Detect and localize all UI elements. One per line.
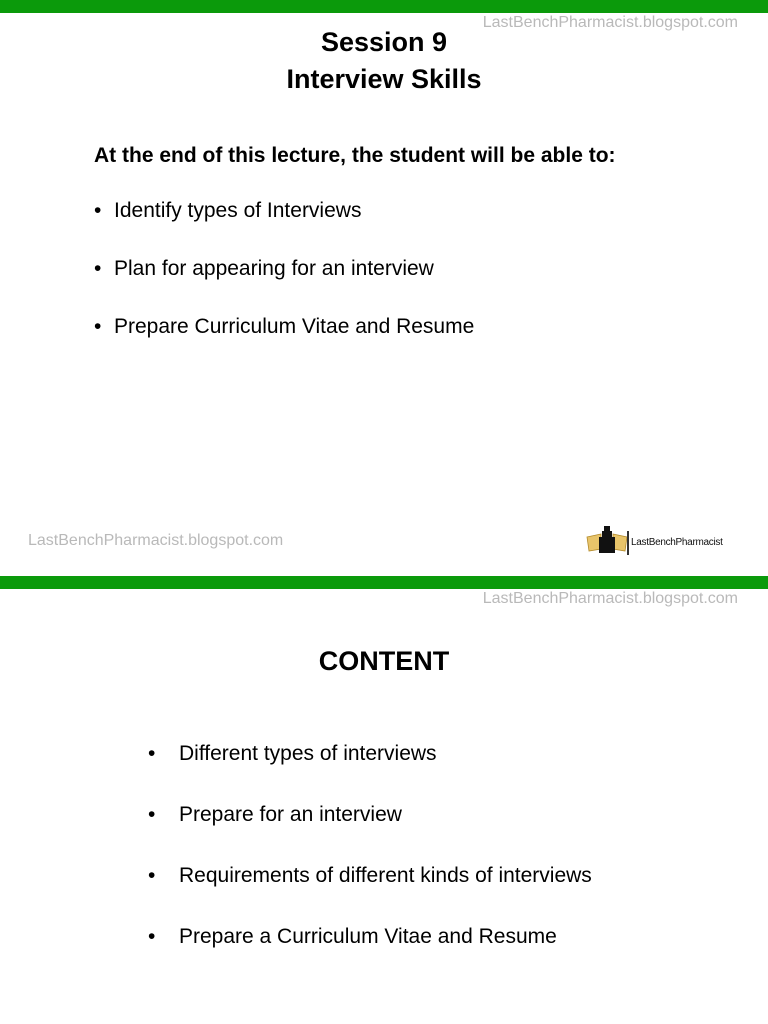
slide-title — [0, 24, 768, 98]
list-item — [148, 861, 592, 922]
list-item-text: Prepare for an interview — [179, 803, 402, 826]
graduation-cap-icon — [586, 525, 628, 559]
footer-url: LastBenchPharmacist.blogspot.com — [28, 532, 284, 549]
slide-title: CONTENT — [318, 646, 450, 676]
list-item-text: Plan for appearing for an interview — [114, 257, 434, 280]
header-bar — [0, 0, 768, 13]
list-item — [148, 922, 592, 983]
bullet-icon: • — [94, 315, 102, 338]
bullet-icon: • — [148, 864, 156, 887]
logo — [586, 525, 723, 559]
bullet-icon: • — [148, 803, 156, 826]
slide-content — [0, 576, 768, 1024]
bullet-icon: • — [94, 199, 102, 222]
list-item — [94, 196, 474, 254]
watermark-url: LastBenchPharmacist.blogspot.com — [482, 14, 738, 31]
list-item — [148, 739, 592, 800]
list-item — [148, 800, 592, 861]
session-topic: Interview Skills — [286, 64, 482, 94]
list-item-text: Identify types of Interviews — [114, 199, 362, 222]
list-item-text: Prepare a Curriculum Vitae and Resume — [179, 925, 557, 948]
header-bar — [0, 576, 768, 589]
session-number: Session 9 — [320, 27, 448, 57]
bullet-icon: • — [148, 742, 156, 765]
list-item-text: Prepare Curriculum Vitae and Resume — [114, 315, 475, 338]
logo-divider — [627, 531, 629, 555]
bullet-icon: • — [148, 925, 156, 948]
list-item-text: Different types of interviews — [179, 742, 437, 765]
learning-objectives-intro: At the end of this lecture, the student will be able to: — [94, 144, 616, 167]
learning-objectives-list — [94, 196, 474, 370]
logo-text: LastBenchPharmacist — [631, 537, 723, 548]
list-item — [94, 312, 474, 370]
list-item — [94, 254, 474, 312]
watermark-url: LastBenchPharmacist.blogspot.com — [482, 590, 738, 607]
bullet-icon: • — [94, 257, 102, 280]
content-list — [148, 739, 592, 983]
list-item-text: Requirements of different kinds of interviews — [179, 864, 592, 887]
